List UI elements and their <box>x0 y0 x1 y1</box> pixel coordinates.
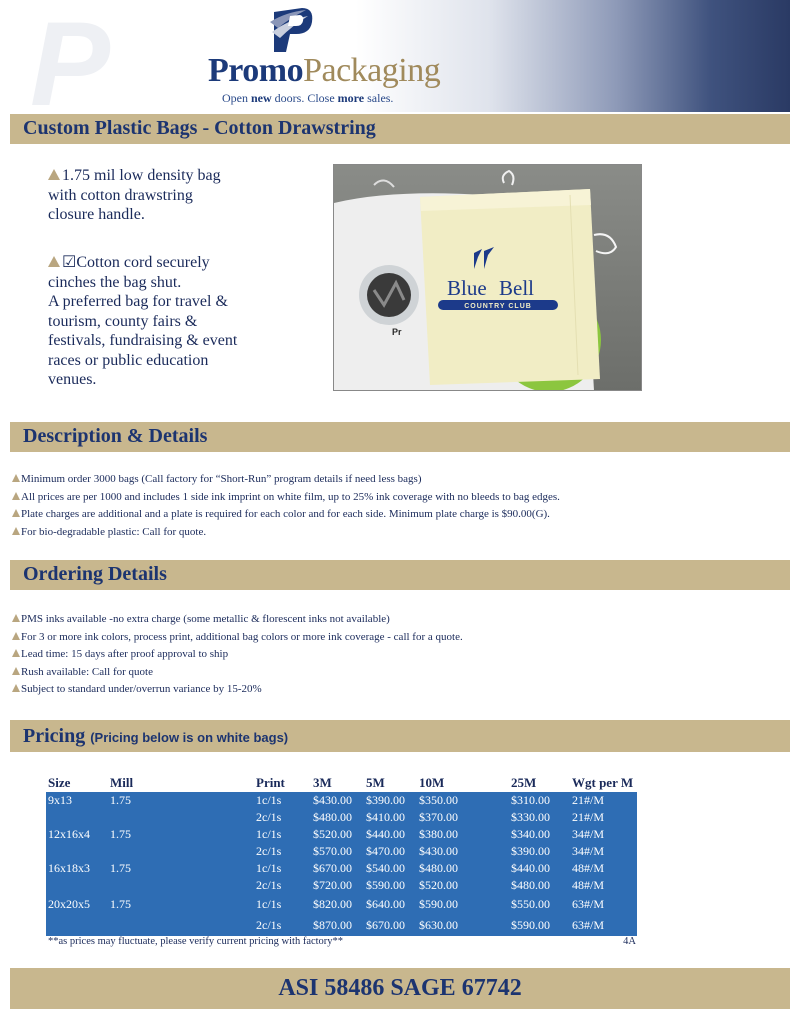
table-cell: 2c/1s <box>256 918 282 932</box>
table-cell: $570.00 <box>313 844 352 858</box>
table-cell: 20x20x5 <box>48 897 90 911</box>
table-cell: 1c/1s <box>256 793 282 807</box>
table-cell: $470.00 <box>366 844 405 858</box>
list-item: Subject to standard under/overrun variance by 15-20% <box>12 681 463 699</box>
table-cell <box>108 809 254 826</box>
table-cell: $310.00 <box>511 793 550 807</box>
bullet-triangle-icon <box>12 527 20 535</box>
table-cell: $670.00 <box>313 861 352 875</box>
table-cell: 1.75 <box>110 827 131 841</box>
table-cell: $480.00 <box>419 861 458 875</box>
page-code: 4A <box>623 936 636 947</box>
product-photo <box>333 164 642 391</box>
bullet-triangle-icon <box>12 632 20 640</box>
column-header: 10M <box>419 775 445 790</box>
table-cell: $330.00 <box>511 810 550 824</box>
list-item: PMS inks available -no extra charge (some metallic & florescent inks not available) <box>12 611 463 629</box>
intro-line: venues. <box>48 371 97 388</box>
bullet-triangle-icon <box>48 169 60 180</box>
table-cell: 1c/1s <box>256 861 282 875</box>
intro-line: tourism, county fairs & <box>48 312 198 330</box>
drawstring-bags-illustration <box>334 165 642 391</box>
page-header <box>0 0 790 112</box>
table-cell: $630.00 <box>419 918 458 932</box>
table-cell: $440.00 <box>366 827 405 841</box>
table-cell: 12x16x4 <box>48 827 90 841</box>
table-cell: $480.00 <box>313 810 352 824</box>
table-cell: 21#/M <box>572 793 605 807</box>
table-cell: 63#/M <box>572 918 605 932</box>
table-cell <box>46 877 108 894</box>
table-cell: $820.00 <box>313 897 352 911</box>
bullet-triangle-icon <box>12 667 20 675</box>
intro-line: closure handle. <box>48 206 145 223</box>
bullet-triangle-icon <box>12 492 20 500</box>
column-header: 3M <box>313 775 332 790</box>
table-cell: 2c/1s <box>256 878 282 892</box>
pricing-bar <box>10 718 790 752</box>
bullet-triangle-icon <box>12 684 20 692</box>
table-cell: $720.00 <box>313 878 352 892</box>
table-cell: 1c/1s <box>256 827 282 841</box>
bullet-triangle-icon <box>48 256 60 267</box>
intro-line: A preferred bag for travel & <box>48 293 228 310</box>
list-item: Lead time: 15 days after proof approval to ship <box>12 646 463 664</box>
table-cell: 34#/M <box>572 827 605 841</box>
column-header: Wgt per M <box>572 775 634 790</box>
photo-brand-text: Blue <box>447 276 487 300</box>
promo-logo-icon <box>268 6 316 58</box>
table-cell: $390.00 <box>366 793 405 807</box>
table-cell: $350.00 <box>419 793 458 807</box>
table-cell <box>46 809 108 826</box>
watermark-logo: P <box>30 0 111 112</box>
list-item: Rush available: Call for quote <box>12 664 463 682</box>
product-title-bar <box>10 112 790 144</box>
table-cell: $640.00 <box>366 897 405 911</box>
table-cell: 1c/1s <box>256 897 282 911</box>
brand-name: PromoPackaging <box>208 52 441 89</box>
table-cell: $590.00 <box>419 897 458 911</box>
table-cell: $670.00 <box>366 918 405 932</box>
table-cell: $520.00 <box>419 878 458 892</box>
table-cell <box>46 915 108 936</box>
ordering-title: Ordering Details <box>23 563 167 585</box>
table-cell: 1.75 <box>110 793 131 807</box>
ordering-bar <box>10 558 790 590</box>
pricing-footnote: **as prices may fluctuate, please verify current pricing with factory** 4A <box>48 936 636 947</box>
column-header: Mill <box>110 775 134 790</box>
table-row <box>46 809 637 826</box>
table-row <box>46 894 637 915</box>
list-item: All prices are per 1000 and includes 1 side ink imprint on white film, up to 25% ink coverage with no bleeds to bag edges. <box>12 489 560 507</box>
table-cell: 2c/1s <box>256 844 282 858</box>
table-cell: 2c/1s <box>256 810 282 824</box>
table-cell: $550.00 <box>511 897 550 911</box>
svg-text:Pr: Pr <box>392 327 402 337</box>
table-cell: $870.00 <box>313 918 352 932</box>
pricing-table <box>46 774 637 936</box>
intro-line: festivals, fundraising & event <box>48 332 238 349</box>
table-cell <box>108 877 254 894</box>
table-cell: 48#/M <box>572 878 605 892</box>
table-cell: $370.00 <box>419 810 458 824</box>
pricing-subtitle: (Pricing below is on white bags) <box>90 730 289 745</box>
column-header: Print <box>256 775 285 790</box>
table-header-row <box>46 774 637 792</box>
table-cell <box>46 843 108 860</box>
brand-tagline: Open new doors. Close more sales. <box>222 91 394 105</box>
bullet-triangle-icon <box>12 614 20 622</box>
pricing-title: Pricing (Pricing below is on white bags) <box>23 725 289 747</box>
table-cell: $440.00 <box>511 861 550 875</box>
table-cell: $590.00 <box>366 878 405 892</box>
bullet-triangle-icon <box>12 509 20 517</box>
column-header: 25M <box>511 775 537 790</box>
table-cell: 1.75 <box>110 861 131 875</box>
table-cell: $340.00 <box>511 827 550 841</box>
intro-paragraph-1 <box>48 166 221 225</box>
table-cell: $540.00 <box>366 861 405 875</box>
intro-line: ☑Cotton cord securely <box>48 253 237 273</box>
description-list <box>12 471 560 541</box>
list-item: Plate charges are additional and a plate is required for each color and for each side. Minimum plate charge is $90.00(G). <box>12 506 560 524</box>
list-item: For 3 or more ink colors, process print, additional bag colors or more ink coverage - call for a quote. <box>12 629 463 647</box>
intro-line: with cotton drawstring <box>48 186 193 204</box>
table-cell: $480.00 <box>511 878 550 892</box>
description-bar <box>10 420 790 452</box>
table-cell: $590.00 <box>511 918 550 932</box>
table-cell: $430.00 <box>419 844 458 858</box>
table-cell: 1.75 <box>110 897 131 911</box>
table-row <box>46 843 637 860</box>
table-cell: $430.00 <box>313 793 352 807</box>
pricing-table-body <box>46 792 637 936</box>
table-cell: $410.00 <box>366 810 405 824</box>
intro-line: races or public education <box>48 351 209 369</box>
list-item: For bio-degradable plastic: Call for quote. <box>12 524 560 542</box>
photo-brand-text: Bell <box>499 276 534 300</box>
bullet-triangle-icon <box>12 474 20 482</box>
intro-line: 1.75 mil low density bag <box>48 166 221 186</box>
table-cell: $390.00 <box>511 844 550 858</box>
intro-line: cinches the bag shut. <box>48 273 182 291</box>
ordering-list <box>12 611 463 699</box>
table-cell: 63#/M <box>572 897 605 911</box>
bullet-triangle-icon <box>12 649 20 657</box>
product-title: Custom Plastic Bags - Cotton Drawstring <box>23 117 376 139</box>
table-cell: 21#/M <box>572 810 605 824</box>
column-header: Size <box>48 775 71 790</box>
table-row <box>46 915 637 936</box>
table-cell: 48#/M <box>572 861 605 875</box>
table-cell: 34#/M <box>572 844 605 858</box>
table-cell <box>108 915 254 936</box>
table-cell: 9x13 <box>48 793 72 807</box>
asi-sage-footer: ASI 58486 SAGE 67742 <box>10 968 790 1009</box>
table-row <box>46 877 637 894</box>
list-item: Minimum order 3000 bags (Call factory for “Short-Run” program details if need less bags) <box>12 471 560 489</box>
intro-paragraph-2 <box>48 253 237 390</box>
column-header: 5M <box>366 775 385 790</box>
table-cell: $520.00 <box>313 827 352 841</box>
description-title: Description & Details <box>23 425 208 447</box>
photo-brand-subtext: COUNTRY CLUB <box>464 303 532 310</box>
table-cell: 16x18x3 <box>48 861 90 875</box>
table-row <box>46 792 637 809</box>
table-cell: $380.00 <box>419 827 458 841</box>
table-row <box>46 826 637 843</box>
table-cell <box>108 843 254 860</box>
table-row <box>46 860 637 877</box>
